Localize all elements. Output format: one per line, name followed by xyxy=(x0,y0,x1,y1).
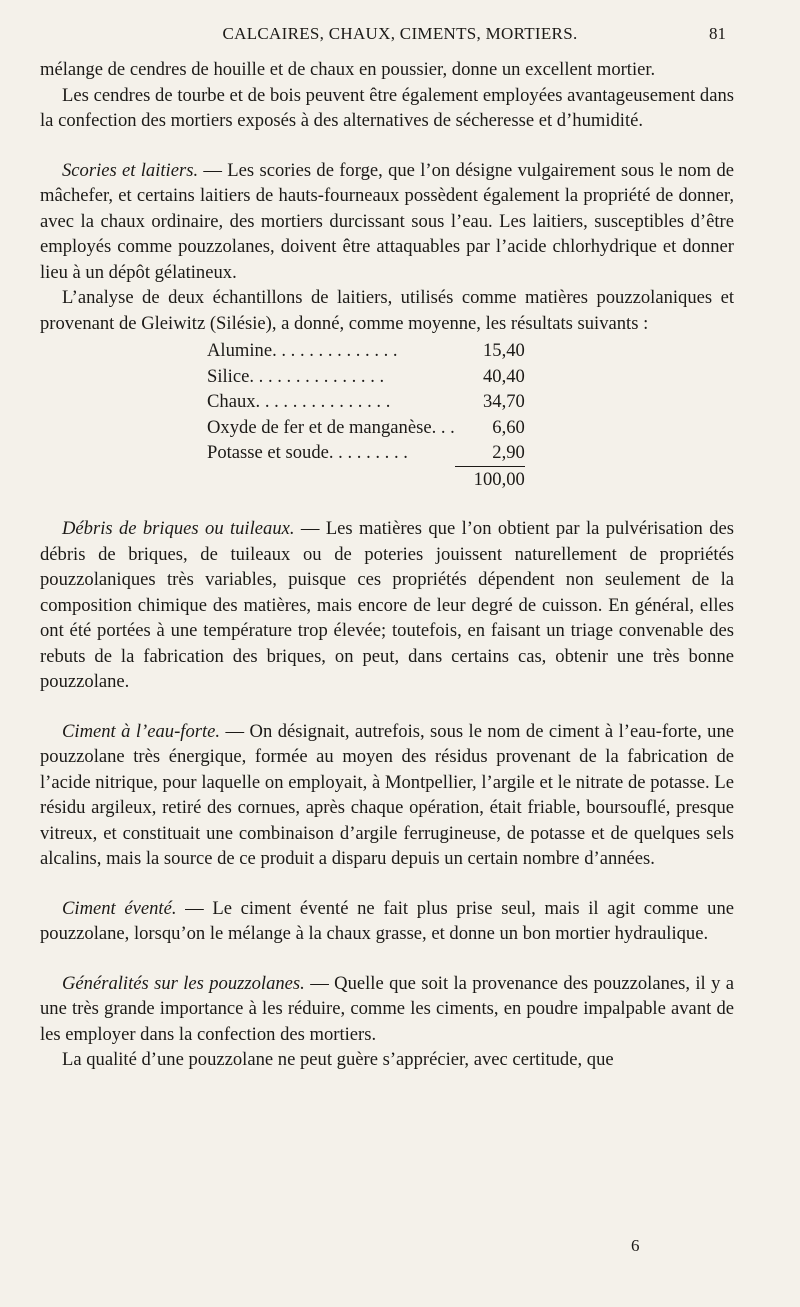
paragraph-evente xyxy=(40,896,734,947)
section-text-debris: — Les matières que l’on obtient par la pulvérisation des débris de briques, de tuileaux ou de poteries jouissent naturellement de propriétés pouzzolaniques très variables, puisque ces propriétés dépendent non seulement de la composition chimique des matières, mais encore de leur degré de cuisson. En général, elles ont été portées à une température trop élevée; toutefois, en faisant un triage convenable des rebuts de la fabrication des briques, on peut, dans certains cas, obtenir une très bonne pouzzolane. xyxy=(40,518,734,692)
running-title: CALCAIRES, CHAUX, CIMENTS, MORTIERS. xyxy=(222,24,578,43)
paragraph-cendres-tourbe: Les cendres de tourbe et de bois peuvent être également employées avantageusement dans la confection des mortiers exposés à des alternatives de sécheresse et d’humidité. xyxy=(40,84,734,131)
paragraph-cendres-houille: mélange de cendres de houille et de chaux en poussier, donne un excellent mortier. xyxy=(40,59,656,80)
paragraph-scories xyxy=(40,158,734,286)
row-value: 40,40 xyxy=(482,365,525,387)
section-heading-eau-forte: Ciment à l’eau-forte. xyxy=(62,720,221,742)
row-label: Chaux. . . . . . . . . . . . . . . xyxy=(207,391,391,412)
section-heading-debris: Débris de briques ou tuileaux. xyxy=(62,518,295,539)
table-row xyxy=(207,440,525,466)
row-label: Silice. . . . . . . . . . . . . . . xyxy=(207,365,385,387)
running-header xyxy=(0,24,800,48)
row-label: Alumine. . . . . . . . . . . . . . xyxy=(207,340,398,361)
paragraph-qualite: La qualité d’une pouzzolane ne peut guère s’apprécier, avec certitude, que xyxy=(62,1049,614,1070)
table-row xyxy=(207,338,525,364)
section-text-evente: — Le ciment éventé ne fait plus prise seul, mais il agit comme une pouzzolane, lorsqu’on le mélange à la chaux grasse, et donne un bon mortier hydraulique. xyxy=(40,897,734,944)
table-row xyxy=(207,389,525,415)
row-label: Potasse et soude. . . . . . . . . xyxy=(207,442,408,464)
paragraph-analyse-intro: L’analyse de deux échantillons de laitiers, utilisés comme matières pouzzolaniques et provenant de Gleiwitz (Silésie), a donné, comme moyenne, les résultats suivants : xyxy=(40,287,734,334)
signature-number: 6 xyxy=(631,1236,640,1255)
row-value: 2,90 xyxy=(492,442,525,463)
analysis-table xyxy=(207,338,525,492)
row-value: 34,70 xyxy=(482,391,525,412)
row-value: 15,40 xyxy=(482,340,525,361)
table-total-row xyxy=(207,466,525,492)
section-heading-evente: Ciment éventé. xyxy=(62,897,177,919)
table-row xyxy=(207,415,525,441)
section-heading-scories: Scories et laitiers. xyxy=(62,159,199,181)
paragraph-debris xyxy=(40,516,734,695)
page-number: 81 xyxy=(709,24,726,43)
row-value: 6,60 xyxy=(492,416,525,438)
table-row xyxy=(207,364,525,390)
table-total: 100,00 xyxy=(455,466,525,492)
section-text-generalites: — Quelle que soit la provenance des pouzzolanes, il y a une très grande importance à les réduire, comme les ciments, en poudre impalpable avant de les employer dans la confection des mortiers. xyxy=(40,972,734,1045)
section-heading-generalites: Généralités sur les pouzzolanes. xyxy=(62,972,305,994)
section-text-scories: — Les scories de forge, que l’on désigne vulgairement sous le nom de mâchefer, et certains laitiers de hauts-fourneaux possèdent également la propriété de donner, avec la chaux ordinaire, des mortiers durcissant sous l’eau. Les laitiers, susceptibles d’être employés comme pouzzolanes, doivent être attaquables par l’acide chlorhydrique et donner lieu à un dépôt gélatineux. xyxy=(40,159,734,283)
paragraph-generalites xyxy=(40,971,734,1048)
section-text-eau-forte: — On désignait, autrefois, sous le nom de ciment à l’eau-forte, une pouzzolane très énergique, formée au moyen des résidus provenant de la fabrication de l’acide nitrique, pour laquelle on employait, à Montpellier, l’argile et le nitrate de potasse. Le résidu argileux, retiré des cornues, après chaque opération, était friable, boursouflé, presque vitreux, et constituait une combinaison d’argile ferrugineuse, de potasse et de quelques sels alcalins, mais la source de ce produit a disparu depuis un certain nombre d’années. xyxy=(40,720,735,869)
paragraph-eau-forte xyxy=(40,719,734,872)
row-label: Oxyde de fer et de manganèse. . . xyxy=(207,416,455,438)
page-body xyxy=(40,57,734,1073)
